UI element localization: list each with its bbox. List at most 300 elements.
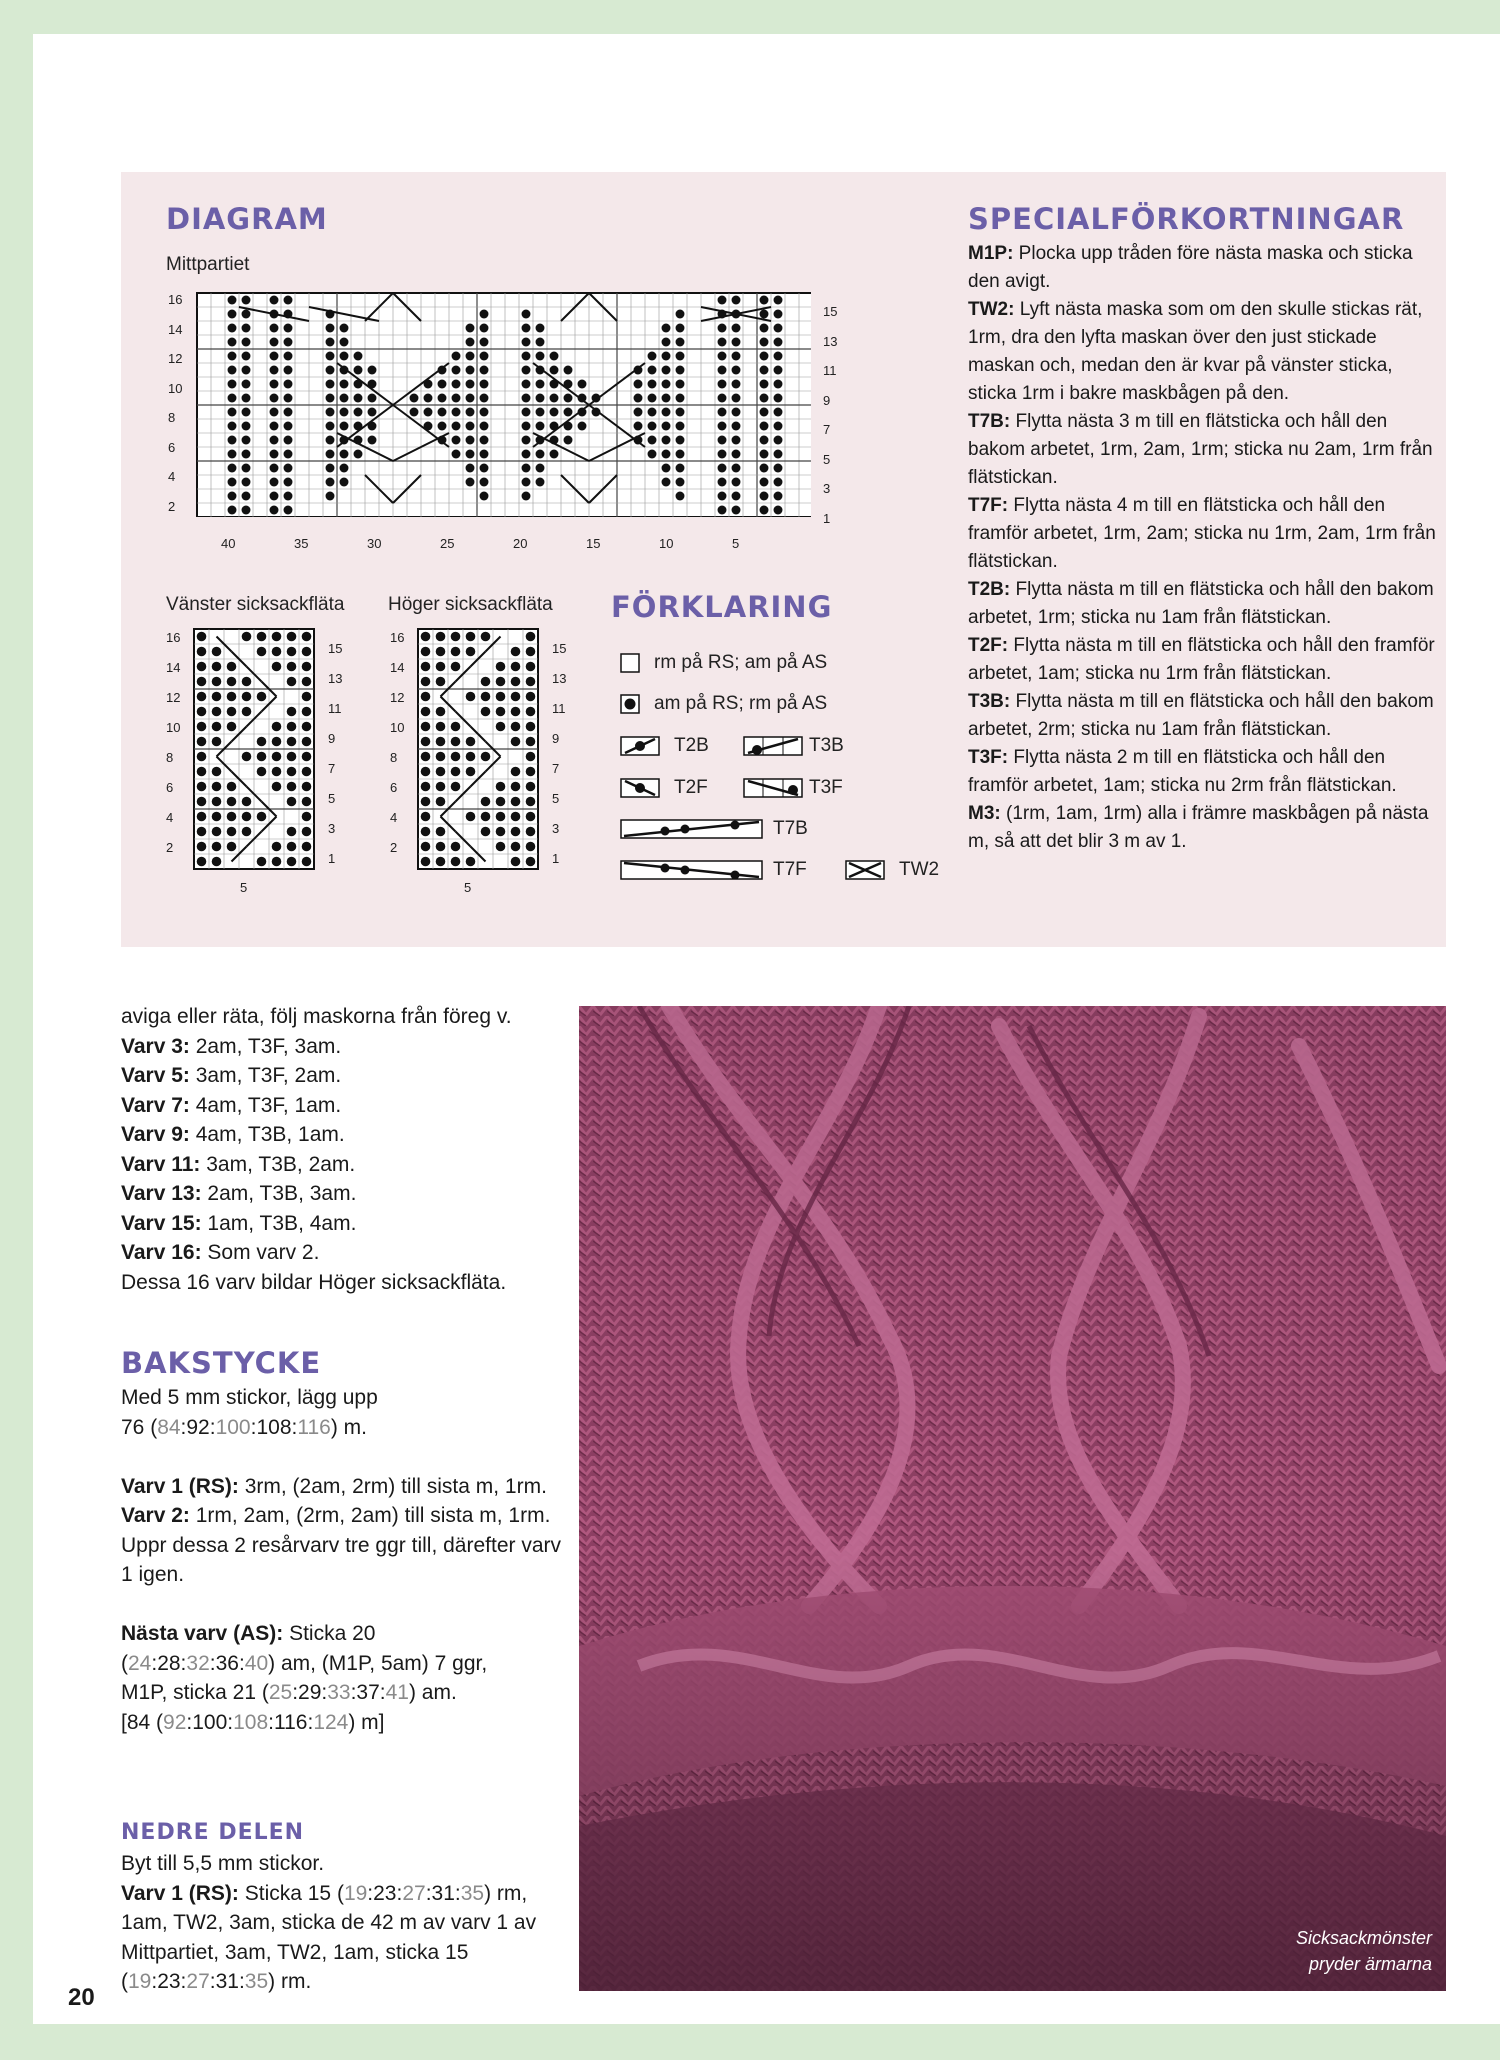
purl-stitch [421,692,431,702]
purl-stitch [550,394,559,403]
tick-label: 5 [328,791,336,806]
purl-stitch [536,324,545,333]
purl-stitch [564,366,573,375]
purl-stitch [228,394,237,403]
purl-stitch [302,767,312,777]
purl-stitch [662,450,671,459]
tick-label: 9 [328,731,336,746]
purl-stitch [242,797,252,807]
purl-stitch [718,338,727,347]
purl-stitch [774,450,783,459]
purl-stitch [466,692,476,702]
abbreviation-item: T7B: Flytta nästa 3 m till en flätsticka och håll den bakom arbetet, 1rm, 2am, 1rm; sticka nu 2am, 1rm från flätstickan. [968,411,1433,488]
purl-stitch [436,842,446,852]
purl-stitch [452,422,461,431]
purl-stitch [718,324,727,333]
purl-stitch [326,338,335,347]
purl-stitch [511,662,521,672]
purl-stitch [536,408,545,417]
purl-stitch [227,692,237,702]
purl-stitch [257,737,267,747]
purl-stitch [227,797,237,807]
purl-stitch [326,478,335,487]
purl-stitch [550,366,559,375]
purl-stitch [228,436,237,445]
purl-stitch [526,707,536,717]
purl-stitch [242,338,251,347]
purl-stitch [242,324,251,333]
tick-label: 11 [328,701,342,716]
tick-label: 8 [390,750,398,765]
purl-stitch [732,394,741,403]
purl-stitch [212,737,222,747]
rows-outro: Dessa 16 varv bildar Höger sicksackfläta. [121,1270,507,1294]
purl-stitch [526,692,536,702]
tick-label: 16 [166,630,181,645]
purl-stitch [774,310,783,319]
purl-stitch [212,857,222,867]
purl-stitch [480,394,489,403]
purl-stitch [257,692,267,702]
purl-stitch [287,677,297,687]
tick-label: 7 [328,761,336,776]
purl-stitch [451,752,461,762]
purl-stitch [436,737,446,747]
nedre-heading: NEDRE DELEN [121,1820,305,1845]
purl-stitch [480,324,489,333]
tick-label: 8 [168,410,176,425]
tick-label: 7 [552,761,560,776]
purl-stitch [242,827,252,837]
knit-photo [579,1006,1446,1991]
purl-stitch [340,478,349,487]
purl-stitch [354,394,363,403]
purl-stitch [228,506,237,515]
purl-stitch [732,380,741,389]
purl-stitch [662,436,671,445]
purl-stitch [421,677,431,687]
purl-stitch [718,296,727,305]
purl-stitch [270,352,279,361]
abbreviations-list [968,240,1443,856]
purl-stitch [662,408,671,417]
purl-stitch [481,797,491,807]
purl-stitch [197,647,207,657]
purl-stitch [480,492,489,501]
tick-label: 14 [390,660,405,675]
row-instruction: Varv 11: 3am, T3B, 2am. [121,1152,356,1176]
t3b-symbol-icon [743,736,803,756]
main-chart-label: Mittpartiet [166,254,250,275]
purl-stitch [302,647,312,657]
purl-stitch [284,408,293,417]
tick-label: 7 [823,422,831,437]
purl-stitch [436,662,446,672]
purl-stitch [410,394,419,403]
purl-stitch [774,380,783,389]
purl-stitch [436,857,446,867]
purl-stitch [526,857,536,867]
tick-label: 15 [823,304,838,319]
tick-label: 25 [440,536,455,551]
purl-stitch [452,408,461,417]
rows-block [121,1002,561,1297]
purl-stitch [634,394,643,403]
purl-stitch [227,842,237,852]
nedre-varv1: Varv 1 (RS): Sticka 15 (19:23:27:31:35) rm, [121,1881,528,1905]
purl-stitch [526,752,536,762]
purl-stitch [648,366,657,375]
purl-stitch [662,338,671,347]
purl-stitch [774,436,783,445]
purl-stitch [511,692,521,702]
purl-stitch [526,827,536,837]
purl-stitch [287,782,297,792]
tick-label: 2 [168,498,176,514]
purl-stitch [270,464,279,473]
purl-stitch [270,408,279,417]
purl-stitch [718,352,727,361]
legend-label: T3B [809,735,844,756]
purl-stitch [466,767,476,777]
purl-stitch [481,677,491,687]
purl-stitch [732,464,741,473]
purl-stitch [480,450,489,459]
tick-label: 1 [552,851,560,866]
purl-stitch [284,380,293,389]
purl-stitch [302,677,312,687]
purl-stitch [326,394,335,403]
purl-stitch [526,722,536,732]
tick-label: 10 [390,720,405,735]
purl-stitch [718,478,727,487]
purl-stitch [242,422,251,431]
purl-stitch [760,408,769,417]
purl-stitch [284,506,293,515]
purl-stitch [242,812,252,822]
purl-stitch [774,352,783,361]
purl-stitch [522,450,531,459]
purl-stitch [436,677,446,687]
purl-stitch [774,324,783,333]
purl-stitch [732,408,741,417]
purl-stitch [466,450,475,459]
purl-stitch [257,857,267,867]
purl-stitch [421,827,431,837]
legend-item-tw2 [845,859,939,881]
purl-stitch [452,352,461,361]
purl-stitch [511,647,521,657]
purl-stitch [197,707,207,717]
purl-stitch [227,677,237,687]
purl-stitch [662,352,671,361]
purl-stitch [287,752,297,762]
purl-stitch [676,366,685,375]
purl-stitch [526,767,536,777]
purl-stitch [272,857,282,867]
tick-label: 6 [166,780,174,795]
tick-label: 12 [390,690,405,705]
purl-stitch [242,436,251,445]
purl-stitch [270,506,279,515]
purl-stitch [718,394,727,403]
purl-stitch [227,812,237,822]
purl-stitch [481,632,491,642]
purl-stitch [760,310,769,319]
purl-stitch [272,662,282,672]
purl-stitch [284,366,293,375]
purl-stitch [648,352,657,361]
tick-label: 10 [166,720,181,735]
purl-stitch [436,797,446,807]
purl-stitch [197,632,207,642]
purl-stitch [451,722,461,732]
purl-stitch [197,797,207,807]
purl-stitch [227,782,237,792]
tick-label: 9 [823,392,831,408]
purl-stitch [436,782,446,792]
purl-stitch [522,478,531,487]
bakstycke-heading: BAKSTYCKE [121,1346,322,1380]
purl-stitch [676,338,685,347]
purl-stitch [496,722,506,732]
varv1-line: Varv 1 (RS): 3rm, (2am, 2rm) till sista m, 1rm. [121,1474,547,1498]
purl-stitch [451,662,461,672]
purl-stitch [302,797,312,807]
purl-stitch [242,310,251,319]
purl-stitch [257,632,267,642]
purl-stitch [421,707,431,717]
purl-stitch [242,752,252,762]
tick-label: 2 [390,840,398,855]
purl-stitch [302,737,312,747]
purl-stitch [340,394,349,403]
purl-stitch [227,827,237,837]
purl-stitch [436,752,446,762]
purl-stitch [564,408,573,417]
purl-stitch [451,647,461,657]
purl-stitch [287,707,297,717]
purl-stitch [410,408,419,417]
purl-stitch [287,722,297,732]
purl-stitch [760,352,769,361]
tick-label: 13 [328,671,343,686]
purl-stitch [760,464,769,473]
purl-stitch [526,662,536,672]
purl-stitch [242,492,251,501]
purl-stitch [536,394,545,403]
purl-stitch [242,632,252,642]
purl-stitch [536,450,545,459]
purl-stitch [480,422,489,431]
tick-label: 5 [240,880,248,895]
purl-stitch [511,842,521,852]
nedre-block [121,1849,561,1997]
purl-stitch [302,812,312,822]
purl-stitch [536,338,545,347]
purl-stitch [212,797,222,807]
purl-stitch [452,380,461,389]
legend-item-t2f [620,777,708,799]
row-instruction: Varv 16: Som varv 2. [121,1241,320,1264]
purl-stitch [326,366,335,375]
purl-stitch [340,338,349,347]
tick-label: 3 [328,821,336,836]
tick-label: 35 [294,536,309,551]
purl-stitch [526,782,536,792]
purl-stitch [774,408,783,417]
purl-stitch [760,380,769,389]
purl-stitch [496,842,506,852]
purl-stitch [451,767,461,777]
purl-stitch [760,422,769,431]
purl-stitch [354,352,363,361]
purl-stitch [257,752,267,762]
purl-stitch [662,422,671,431]
purl-stitch [732,492,741,501]
purl-stitch [480,436,489,445]
purl-stitch [242,408,251,417]
purl-stitch [228,478,237,487]
tick-label: 4 [166,810,174,825]
purl-stitch [284,324,293,333]
purl-stitch [197,662,207,672]
purl-stitch [436,647,446,657]
abbreviations-heading: SPECIALFÖRKORTNINGAR [968,202,1405,236]
purl-stitch [242,478,251,487]
row-instruction: Varv 9: 4am, T3B, 1am. [121,1123,345,1146]
purl-stitch [774,394,783,403]
purl-stitch [526,632,536,642]
purl-stitch [662,380,671,389]
purl-stitch [438,394,447,403]
purl-stitch [270,450,279,459]
purl-stitch [227,662,237,672]
purl-stitch [228,352,237,361]
purl-stitch [302,722,312,732]
legend-label: rm på RS; am på AS [654,652,828,673]
purl-stitch [421,812,431,822]
rows-intro: aviga eller räta, följ maskorna från föreg v. [121,1005,512,1028]
purl-stitch [284,492,293,501]
purl-stitch [648,436,657,445]
diagram-heading: DIAGRAM [166,202,328,236]
purl-stitch [302,827,312,837]
tick-label: 9 [552,731,560,746]
purl-stitch [302,692,312,702]
purl-stitch [326,324,335,333]
purl-stitch [550,408,559,417]
purl-stitch [326,380,335,389]
purl-stitch [242,380,251,389]
purl-stitch [368,436,377,445]
photo-caption: Sicksackmönster pryder ärmarna [1295,1928,1432,1974]
purl-stitch [438,422,447,431]
row-instruction: Varv 3: 2am, T3F, 3am. [121,1034,342,1058]
purl-stitch [676,492,685,501]
purl-stitch [536,464,545,473]
purl-stitch [197,677,207,687]
purl-stitch [212,707,222,717]
purl-stitch [421,842,431,852]
purl-stitch [212,692,222,702]
purl-stitch [496,707,506,717]
legend-item-t2b [620,735,709,757]
purl-stitch [466,632,476,642]
purl-stitch [526,677,536,687]
purl-stitch [466,436,475,445]
purl-stitch [578,380,587,389]
purl-stitch [522,436,531,445]
purl-stitch [421,767,431,777]
purl-stitch [536,352,545,361]
purl-stitch [228,380,237,389]
purl-stitch [227,707,237,717]
tick-label: 3 [823,481,831,496]
purl-stitch [511,722,521,732]
purl-stitch [634,380,643,389]
purl-stitch [326,422,335,431]
purl-stitch [676,380,685,389]
purl-stitch [228,422,237,431]
purl-stitch [760,394,769,403]
purl-stitch [774,464,783,473]
purl-stitch [466,352,475,361]
tick-label: 10 [168,380,183,396]
purl-stitch [212,677,222,687]
purl-stitch [466,338,475,347]
purl-stitch [676,436,685,445]
purl-stitch [480,352,489,361]
purl-stitch [466,478,475,487]
purl-stitch [496,677,506,687]
purl-stitch [676,324,685,333]
purl-stitch [326,436,335,445]
purl-stitch [536,478,545,487]
t7f-symbol-icon [620,860,763,880]
purl-stitch [284,464,293,473]
tick-label: 16 [168,292,183,307]
purl-stitch [197,857,207,867]
purl-stitch [354,408,363,417]
tick-label: 15 [586,536,601,551]
purl-stitch [526,737,536,747]
purl-stitch [496,797,506,807]
purl-stitch [522,464,531,473]
purl-stitch [284,450,293,459]
purl-stitch [326,492,335,501]
purl-stitch [648,450,657,459]
purl-stitch [340,464,349,473]
purl-stitch [272,782,282,792]
purl-stitch [452,366,461,375]
purl-stitch [302,707,312,717]
purl-stitch [732,338,741,347]
purl-stitch [228,450,237,459]
purl-stitch [511,767,521,777]
purl-stitch [522,352,531,361]
purl-stitch [228,338,237,347]
tick-label: 12 [168,351,183,366]
purl-stitch [287,767,297,777]
legend-item-knit [620,652,827,674]
purl-stitch [326,464,335,473]
purl-stitch [466,394,475,403]
t3f-symbol-icon [743,778,803,798]
purl-stitch [718,506,727,515]
purl-stitch [718,436,727,445]
purl-stitch [550,352,559,361]
